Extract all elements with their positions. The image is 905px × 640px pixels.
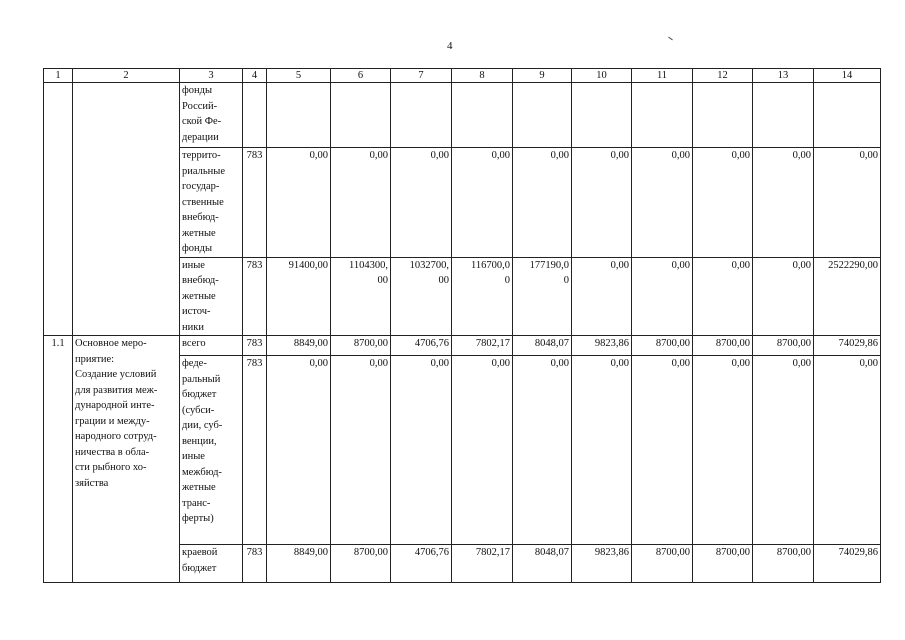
amount-cell: 74029,86: [814, 336, 881, 356]
amount-cell: [267, 83, 331, 148]
column-header: 8: [452, 69, 513, 83]
amount-cell: 0,00: [693, 148, 753, 258]
funding-source-label: фонды Россий- ской Фе- дерации: [180, 83, 243, 148]
amount-cell: 0,00: [331, 148, 391, 258]
budget-table: [43, 68, 881, 583]
amount-cell: 0,00: [513, 356, 572, 545]
amount-cell: [331, 83, 391, 148]
amount-cell: 74029,86: [814, 545, 881, 583]
amount-cell: 0,00: [267, 356, 331, 545]
amount-cell: 0,00: [753, 356, 814, 545]
column-header: 14: [814, 69, 881, 83]
amount-cell: 8700,00: [693, 545, 753, 583]
measure-name-cell: [73, 83, 180, 336]
amount-cell: 8700,00: [753, 545, 814, 583]
column-header: 11: [632, 69, 693, 83]
column-header: 12: [693, 69, 753, 83]
amount-cell: 0,00: [452, 356, 513, 545]
amount-cell: 9823,86: [572, 336, 632, 356]
amount-cell: 177190,0 0: [513, 257, 572, 336]
amount-cell: 0,00: [693, 257, 753, 336]
column-header: 9: [513, 69, 572, 83]
amount-cell: 0,00: [572, 257, 632, 336]
amount-cell: [391, 83, 452, 148]
item-number: 1.1: [44, 336, 73, 583]
amount-cell: 0,00: [693, 356, 753, 545]
column-header: 1: [44, 69, 73, 83]
amount-cell: 116700,0 0: [452, 257, 513, 336]
amount-cell: [452, 83, 513, 148]
table-row: [44, 83, 881, 148]
amount-cell: 8849,00: [267, 545, 331, 583]
amount-cell: 0,00: [391, 356, 452, 545]
amount-cell: 0,00: [391, 148, 452, 258]
amount-cell: 8849,00: [267, 336, 331, 356]
column-header: 4: [243, 69, 267, 83]
amount-cell: 4706,76: [391, 545, 452, 583]
budget-code: 783: [243, 257, 267, 336]
amount-cell: 0,00: [814, 148, 881, 258]
funding-source-label: феде- ральный бюджет (субси- дии, суб- венции, иные межбюд- жетные транс- ферты): [180, 356, 243, 545]
budget-code: [243, 83, 267, 148]
amount-cell: 0,00: [572, 356, 632, 545]
amount-cell: 0,00: [753, 148, 814, 258]
amount-cell: 7802,17: [452, 545, 513, 583]
amount-cell: 0,00: [331, 356, 391, 545]
amount-cell: 8700,00: [693, 336, 753, 356]
row-number-cell: [44, 83, 73, 336]
amount-cell: 8700,00: [632, 336, 693, 356]
amount-cell: 8048,07: [513, 545, 572, 583]
amount-cell: 0,00: [753, 257, 814, 336]
column-header: 2: [73, 69, 180, 83]
column-header: 6: [331, 69, 391, 83]
amount-cell: 2522290,00: [814, 257, 881, 336]
amount-cell: 8700,00: [331, 545, 391, 583]
amount-cell: 4706,76: [391, 336, 452, 356]
budget-code: 783: [243, 336, 267, 356]
funding-source-label: краевой бюджет: [180, 545, 243, 583]
column-header: 3: [180, 69, 243, 83]
budget-code: 783: [243, 356, 267, 545]
amount-cell: 0,00: [513, 148, 572, 258]
amount-cell: 0,00: [267, 148, 331, 258]
budget-code: 783: [243, 545, 267, 583]
funding-source-label: всего: [180, 336, 243, 356]
budget-code: 783: [243, 148, 267, 258]
header-row: [44, 69, 881, 83]
amount-cell: 9823,86: [572, 545, 632, 583]
column-header: 13: [753, 69, 814, 83]
column-header: 7: [391, 69, 452, 83]
amount-cell: 0,00: [632, 257, 693, 336]
amount-cell: 8700,00: [753, 336, 814, 356]
amount-cell: 0,00: [632, 356, 693, 545]
amount-cell: [572, 83, 632, 148]
funding-source-label: иные внебюд- жетные источ- ники: [180, 257, 243, 336]
funding-source-label: террито- риальные государ- ственные внебюд- жетные фонды: [180, 148, 243, 258]
amount-cell: 0,00: [632, 148, 693, 258]
scan-speck: [668, 37, 673, 41]
amount-cell: 8700,00: [331, 336, 391, 356]
amount-cell: [693, 83, 753, 148]
table-row: [44, 336, 881, 356]
page-number: 4: [447, 40, 453, 52]
amount-cell: 91400,00: [267, 257, 331, 336]
amount-cell: [753, 83, 814, 148]
amount-cell: 0,00: [572, 148, 632, 258]
amount-cell: 0,00: [452, 148, 513, 258]
amount-cell: [814, 83, 881, 148]
amount-cell: [632, 83, 693, 148]
amount-cell: 1104300, 00: [331, 257, 391, 336]
column-header: 5: [267, 69, 331, 83]
item-title: Основное меро- приятие: Создание условий для развития меж- дународной инте- грации и между- народного сотруд- ничества в обла- сти рыбного хо- зяйства: [73, 336, 180, 583]
amount-cell: 8700,00: [632, 545, 693, 583]
amount-cell: 1032700, 00: [391, 257, 452, 336]
amount-cell: 7802,17: [452, 336, 513, 356]
column-header: 10: [572, 69, 632, 83]
amount-cell: 0,00: [814, 356, 881, 545]
amount-cell: 8048,07: [513, 336, 572, 356]
amount-cell: [513, 83, 572, 148]
